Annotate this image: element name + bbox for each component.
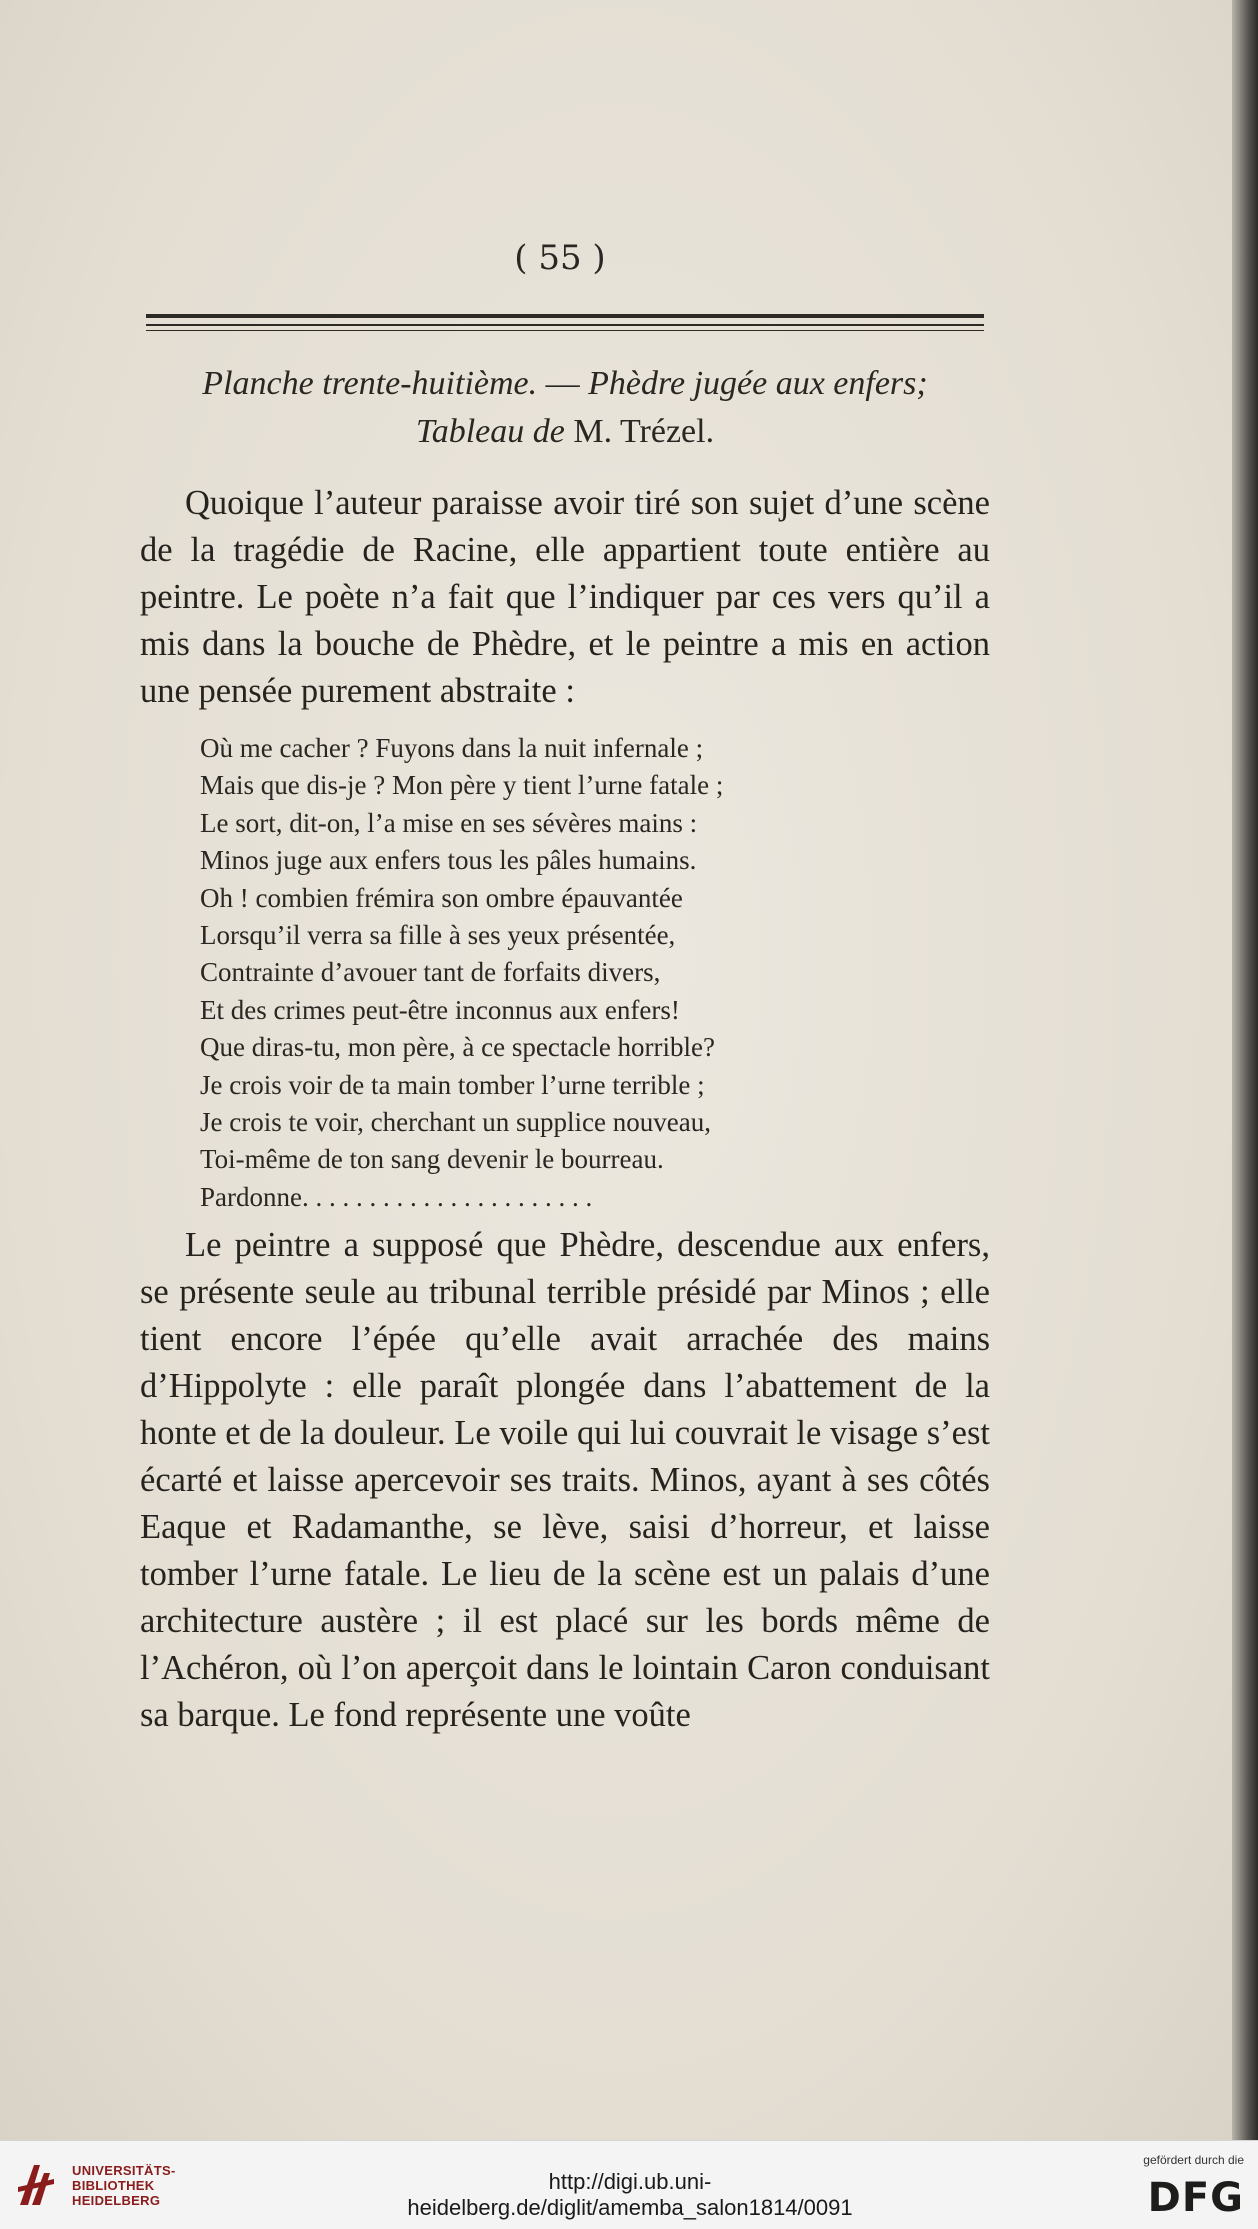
- permalink-url[interactable]: http://digi.ub.uni-heidelberg.de/diglit/amemba_salon1814/0091: [407, 2169, 853, 2220]
- verse-line: Minos juge aux enfers tous les pâles humains.: [200, 845, 697, 876]
- paragraph-description-text: Le peintre a supposé que Phèdre, descendue aux enfers, se présente seule au tribunal terrible présidé par Minos ; elle tient encore l’épée qu’elle avait arrachée des mains d’Hippolyte : elle paraît plongée dans l’abattement de la honte et de la douleur. Le voile qui lui couvrait le visage s’est écarté et laisse apercevoir ses traits. Minos, ayant à ses côtés Eaque et Radamanthe, se lève, saisi d’horreur, et laisse tomber l’urne fatale. Le lieu de la scène est un palais d’une architecture austère ; il est placé sur les bords même de l’Achéron, où l’on aperçoit dans le lointain Caron conduisant sa barque. Le fond représente une voûte: [140, 1226, 990, 1734]
- institution-line: HEIDELBERG: [72, 2193, 161, 2208]
- heading-subject: Phèdre jugée aux enfers;: [588, 365, 928, 402]
- plate-heading: [130, 360, 1000, 456]
- verse-line: Où me cacher ? Fuyons dans la nuit infernale ;: [200, 733, 704, 763]
- university-library-name: [72, 2163, 176, 2208]
- verse-line: Contrainte d’avouer tant de forfaits divers,: [200, 957, 661, 988]
- heading-line-2: [130, 408, 1000, 456]
- verse-line: Toi-même de ton sang devenir le bourreau.: [200, 1144, 664, 1175]
- header-rule-middle: [146, 324, 984, 326]
- header-rule-thin: [146, 330, 984, 331]
- institution-line: BIBLIOTHEK: [72, 2178, 155, 2193]
- verse-line: Pardonne. . . . . . . . . . . . . . . . . . . . . .: [200, 1181, 593, 1212]
- verse-line: Le sort, dit-on, l’a mise en ses sévères mains :: [200, 807, 698, 838]
- verse-line: Que diras-tu, mon père, à ce spectacle horrible?: [200, 1032, 716, 1063]
- institution-line: UNIVERSITÄTS-: [72, 2163, 176, 2178]
- page-number: ( 55 ): [514, 238, 606, 278]
- verse-line: Je crois te voir, cherchant un supplice nouveau,: [200, 1107, 711, 1138]
- verse-line: Lorsqu’il verra sa fille à ses yeux présentée,: [200, 920, 676, 951]
- paragraph-description: [140, 1222, 990, 1739]
- paragraph-intro-text: Quoique l’auteur paraisse avoir tiré son sujet d’une scène de la tragédie de Racine, elle appartient toute entière au peintre. Le poète n’a fait que l’indiquer par ces vers qu’il a mis dans la bouche de Phèdre, et le peintre a mis en action une pensée purement abstraite :: [140, 484, 990, 710]
- heading-plate-label: Planche trente-huitième.: [202, 365, 538, 402]
- verse-line: Oh ! combien frémira son ombre épauvantée: [200, 882, 683, 913]
- paragraph-intro: [140, 480, 990, 715]
- university-seal-icon: [14, 2159, 62, 2211]
- heading-line-1: [130, 360, 1000, 408]
- sponsor-note: gefördert durch die: [1143, 2153, 1244, 2167]
- heading-artist: M. Trézel.: [564, 413, 715, 450]
- page-edge-shadow: [1232, 0, 1258, 2140]
- verse-line: Je crois voir de ta main tomber l’urne terrible ;: [200, 1069, 705, 1100]
- viewer-footer: [0, 2140, 1258, 2229]
- dfg-logo: DFG: [1147, 2175, 1244, 2221]
- verse-line: Mais que dis-je ? Mon père y tient l’urne fatale ;: [200, 770, 724, 801]
- verse-quotation: [200, 730, 880, 1216]
- verse-line: Et des crimes peut-être inconnus aux enfers!: [200, 994, 680, 1025]
- heading-dash: —: [537, 365, 589, 402]
- heading-tableau: Tableau de: [415, 413, 565, 450]
- header-rule-thick: [146, 314, 984, 318]
